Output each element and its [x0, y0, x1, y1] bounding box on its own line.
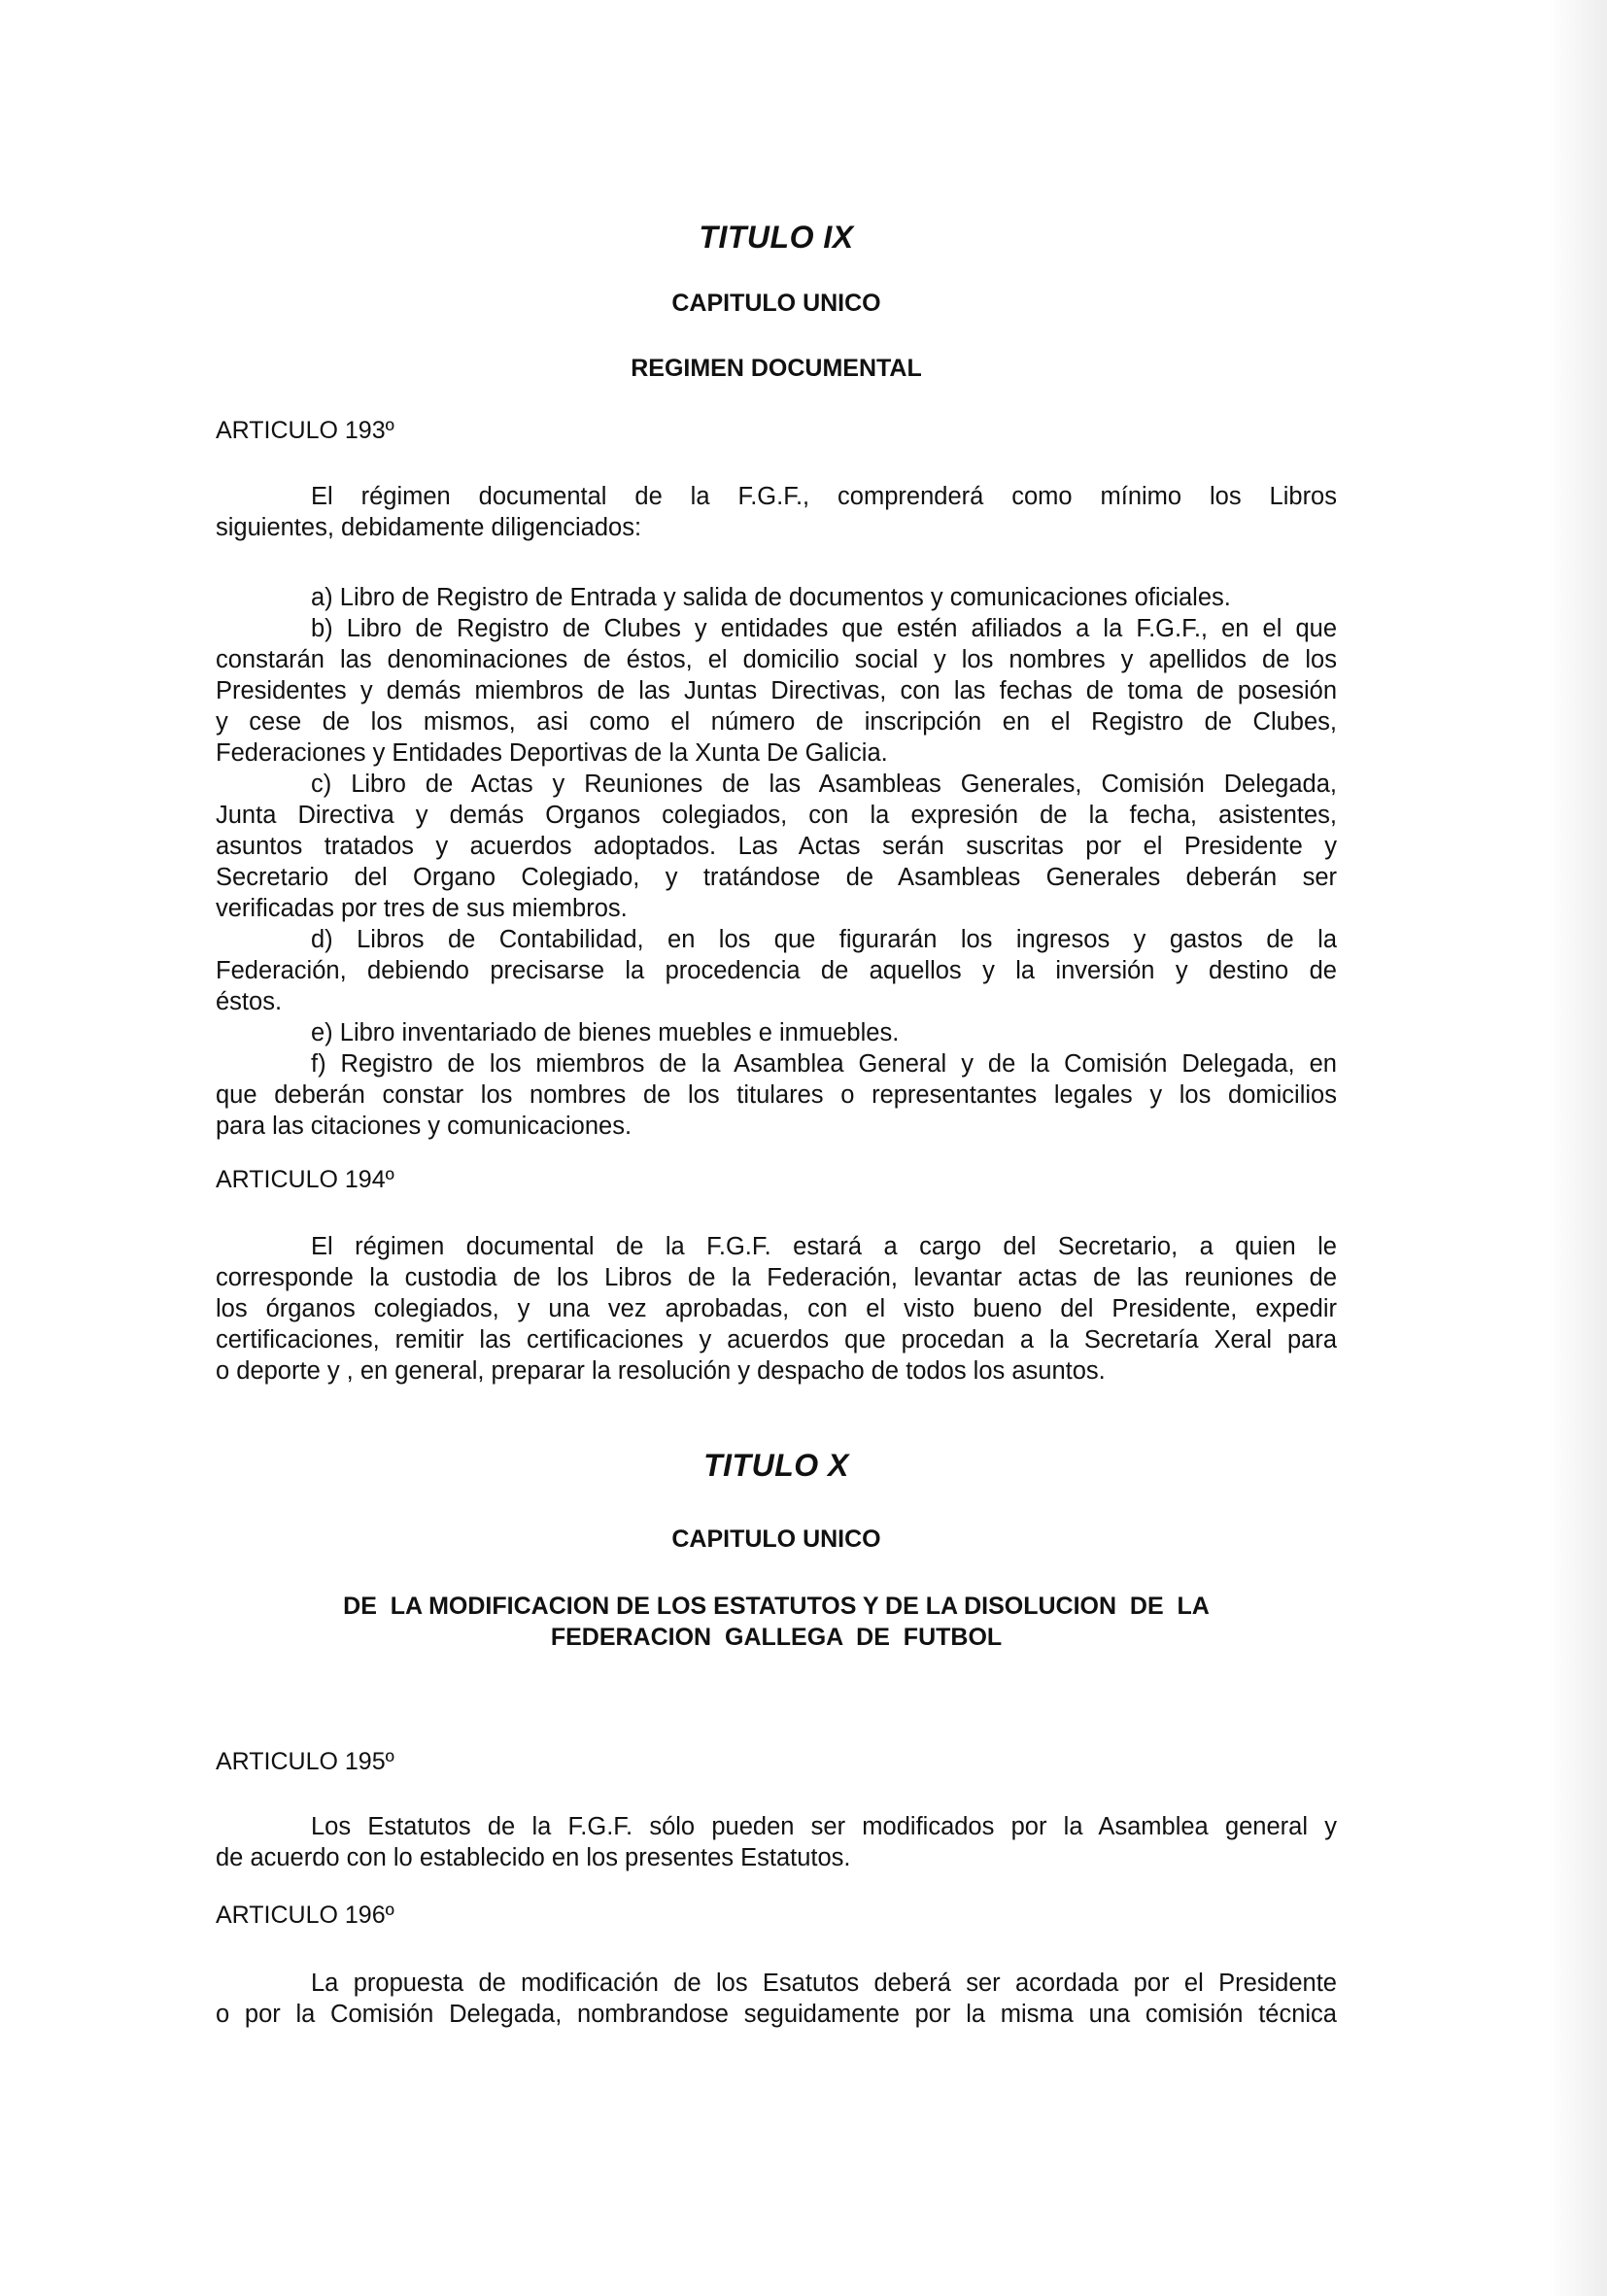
articulo-196-label: ARTICULO 196º: [216, 1902, 394, 1929]
paragraph: [216, 1017, 1337, 1048]
articulo-193-body: [216, 481, 1337, 1142]
text-line: de acuerdo con lo establecido en los presentes Estatutos.: [216, 1844, 851, 1871]
text-line: y cese de los mismos, asi como el número de inscripción en el Registro de Clubes,: [216, 708, 1337, 736]
modificacion-heading-line-1: DE LA MODIFICACION DE LOS ESTATUTOS Y DE LA DISOLUCION DE LA: [343, 1593, 1210, 1620]
paragraph: [216, 1048, 1337, 1142]
paragraph: [216, 1968, 1337, 2030]
text-line: siguientes, debidamente diligenciados:: [216, 514, 642, 541]
text-line: corresponde la custodia de los Libros de la Federación, levantar actas de las reuniones de: [216, 1264, 1337, 1291]
articulo-194-body: [216, 1231, 1337, 1387]
modificacion-heading-line-2: FEDERACION GALLEGA DE FUTBOL: [550, 1624, 1003, 1651]
text-line: que deberán constar los nombres de los titulares o representantes legales y los domicilios: [216, 1081, 1337, 1109]
capitulo-unico-heading-2: CAPITULO UNICO: [671, 1525, 881, 1553]
text-line: verificadas por tres de sus miembros.: [216, 895, 628, 922]
text-line: f) Registro de los miembros de la Asamblea General y de la Comisión Delegada, en: [311, 1050, 1337, 1078]
text-line: Secretario del Organo Colegiado, y tratándose de Asambleas Generales deberán ser: [216, 864, 1337, 891]
text-line: Presidentes y demás miembros de las Juntas Directivas, con las fechas de toma de posesión: [216, 677, 1337, 704]
text-line: El régimen documental de la F.G.F., comprenderá como mínimo los Libros: [311, 483, 1337, 510]
scan-edge-shadow: [1549, 0, 1607, 2296]
paragraph: [216, 582, 1337, 613]
capitulo-unico-heading: CAPITULO UNICO: [671, 290, 881, 317]
text-line: Junta Directiva y demás Organos colegiados, con la expresión de la fecha, asistentes,: [216, 802, 1337, 829]
text-line: para las citaciones y comunicaciones.: [216, 1113, 633, 1140]
articulo-195-label: ARTICULO 195º: [216, 1748, 394, 1775]
text-line: c) Libro de Actas y Reuniones de las Asambleas Generales, Comisión Delegada,: [311, 771, 1337, 798]
articulo-194-label: ARTICULO 194º: [216, 1166, 394, 1193]
paragraph: [216, 481, 1337, 543]
articulo-196-body: [216, 1968, 1337, 2030]
text-line: b) Libro de Registro de Clubes y entidades que estén afiliados a la F.G.F., en el que: [311, 615, 1337, 642]
text-line: Federaciones y Entidades Deportivas de la Xunta De Galicia.: [216, 739, 888, 767]
titulo-x-heading: TITULO X: [703, 1448, 849, 1483]
text-line: e) Libro inventariado de bienes muebles e inmuebles.: [311, 1019, 900, 1046]
text-line: constarán las denominaciones de éstos, el domicilio social y los nombres y apellidos de los: [216, 646, 1337, 673]
paragraph: [216, 769, 1337, 924]
text-line: asuntos tratados y acuerdos adoptados. Las Actas serán suscritas por el Presidente y: [216, 833, 1337, 860]
paragraph: [216, 924, 1337, 1017]
titulo-ix-heading: TITULO IX: [699, 220, 854, 255]
text-line: El régimen documental de la F.G.F. estará a cargo del Secretario, a quien le: [311, 1233, 1337, 1260]
paragraph: [216, 613, 1337, 769]
text-line: éstos.: [216, 988, 283, 1015]
regimen-documental-heading: REGIMEN DOCUMENTAL: [631, 355, 922, 382]
text-line: Federación, debiendo precisarse la procedencia de aquellos y la inversión y destino de: [216, 957, 1337, 984]
text-line: los órganos colegiados, y una vez aprobadas, con el visto bueno del Presidente, expedir: [216, 1295, 1337, 1322]
text-line: o por la Comisión Delegada, nombrandose seguidamente por la misma una comisión técnica: [216, 2001, 1337, 2028]
text-line: d) Libros de Contabilidad, en los que figurarán los ingresos y gastos de la: [311, 926, 1337, 953]
paragraph: [216, 1231, 1337, 1387]
articulo-193-label: ARTICULO 193º: [216, 417, 394, 444]
articulo-195-body: [216, 1811, 1337, 1873]
text-line: Los Estatutos de la F.G.F. sólo pueden ser modificados por la Asamblea general y: [311, 1813, 1337, 1840]
text-line: o deporte y , en general, preparar la resolución y despacho de todos los asuntos.: [216, 1357, 1106, 1385]
text-line: La propuesta de modificación de los Esatutos deberá ser acordada por el Presidente: [311, 1970, 1337, 1997]
paragraph: [216, 1811, 1337, 1873]
text-line: a) Libro de Registro de Entrada y salida de documentos y comunicaciones oficiales.: [311, 584, 1231, 611]
text-line: certificaciones, remitir las certificaciones y acuerdos que procedan a la Secretaría Xeral para: [216, 1326, 1337, 1354]
